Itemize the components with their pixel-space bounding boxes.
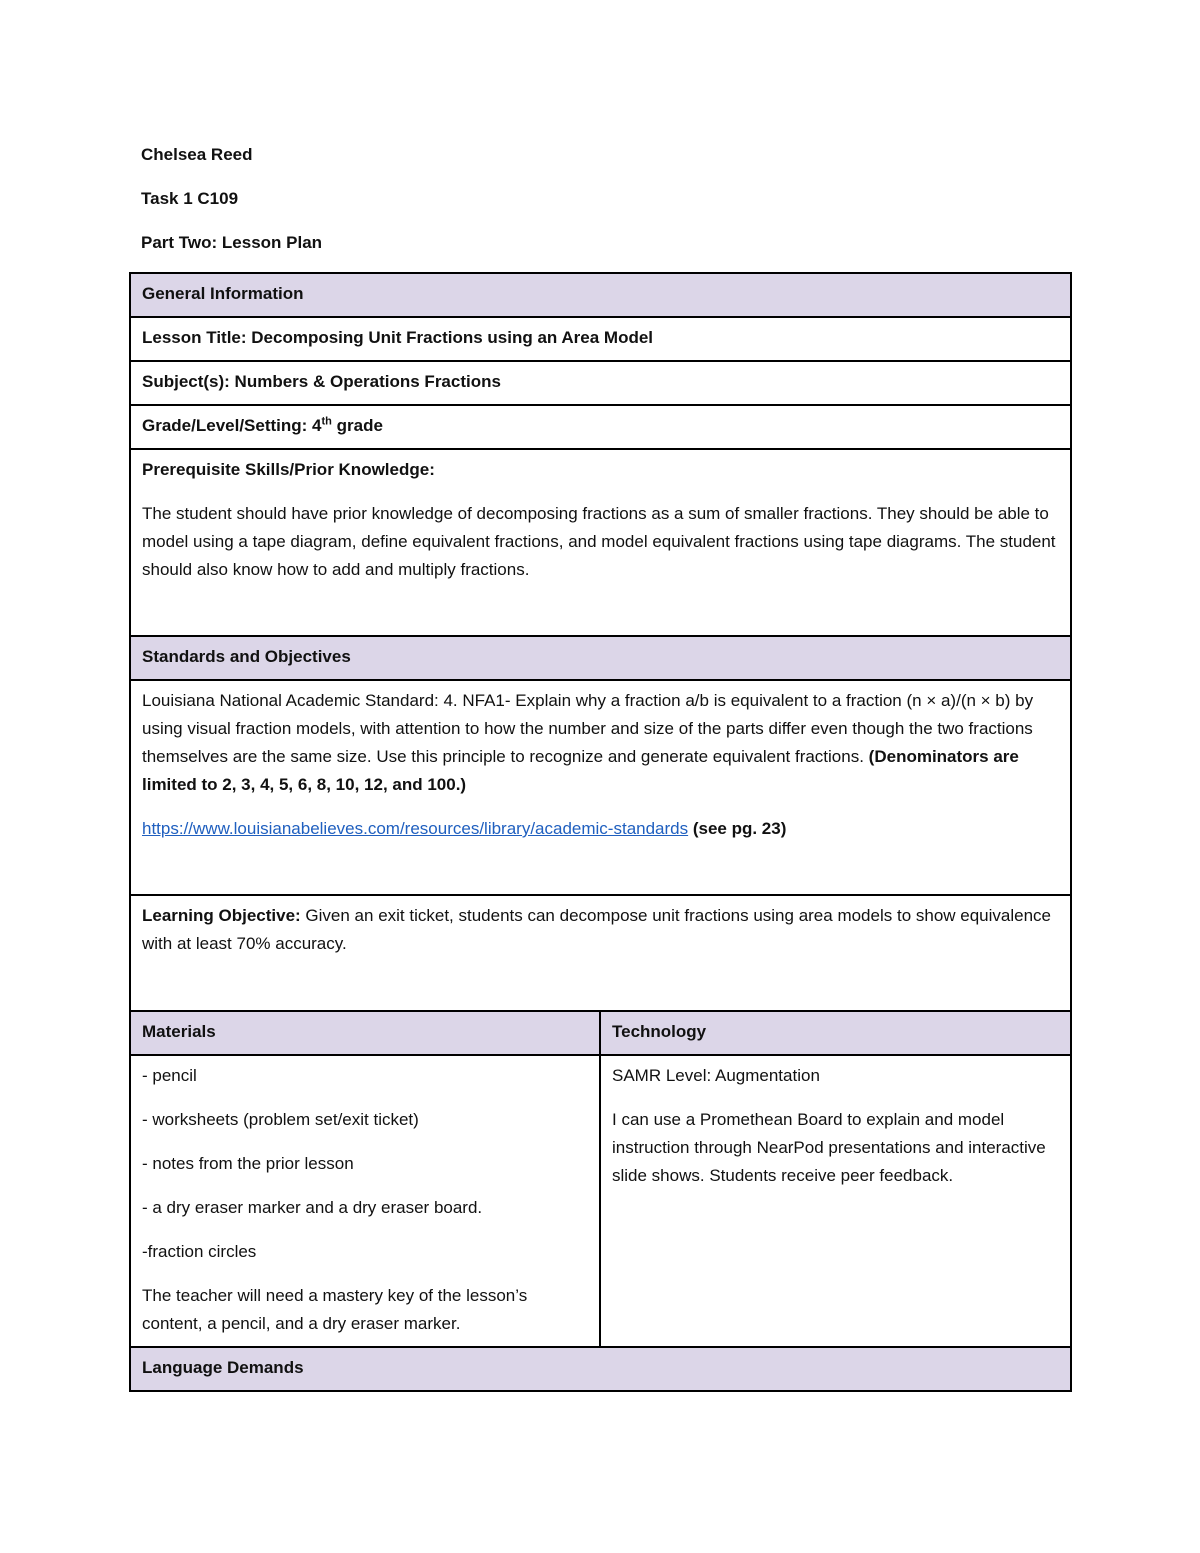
samr-level: SAMR Level: Augmentation	[612, 1066, 820, 1085]
technology-cell	[600, 1055, 1071, 1347]
learning-objective-cell	[130, 895, 1071, 1011]
standard-link-line	[142, 815, 1059, 843]
learning-objective	[142, 902, 1059, 958]
grade-suffix: grade	[331, 416, 383, 435]
learning-objective-text: Given an exit ticket, students can decompose unit fractions using area models to show equivalence with at least 70% accuracy.	[142, 906, 1052, 953]
materials-cell	[130, 1055, 600, 1347]
standard-text: Louisiana National Academic Standard: 4. NFA1- Explain why a fraction a/b is equivalent to a fraction (n × a)/(n × b) by using visual fraction models, with attention to how the number and size of the parts differ even though the two fractions themselves are the same size. Use this principle to recognize and generate equivalent fractions.	[142, 691, 1034, 766]
grade-prefix: Grade/Level/Setting: 4	[142, 416, 322, 435]
standards-objectives-heading: Standards and Objectives	[130, 636, 1071, 680]
prerequisite-text: The student should have prior knowledge of decomposing fractions as a sum of smaller fractions. They should be able to model using a tape diagram, define equivalent fractions, and model equivalent fractions using tape diagrams. The student should also know how to add and multiply fractions.	[142, 504, 1056, 579]
standard-denominators-note: (Denominators are limited to 2, 3, 4, 5, 6, 8, 10, 12, and 100.)	[142, 747, 1019, 794]
standards-cell	[130, 680, 1071, 895]
materials-item: - worksheets (problem set/exit ticket)	[142, 1110, 419, 1129]
materials-item: - notes from the prior lesson	[142, 1154, 354, 1173]
author-name: Chelsea Reed	[141, 145, 253, 164]
subjects: Subject(s): Numbers & Operations Fractions	[130, 361, 1071, 405]
standards-link-suffix: (see pg. 23)	[688, 819, 787, 838]
lesson-title: Lesson Title: Decomposing Unit Fractions using an Area Model	[130, 317, 1071, 361]
lesson-plan-table	[129, 272, 1072, 1392]
part-label: Part Two: Lesson Plan	[141, 233, 323, 252]
technology-heading: Technology	[600, 1011, 1071, 1055]
materials-heading: Materials	[130, 1011, 600, 1055]
prerequisite-label: Prerequisite Skills/Prior Knowledge:	[142, 460, 435, 479]
teacher-materials-note: The teacher will need a mastery key of the lesson’s content, a pencil, and a dry eraser marker.	[142, 1286, 528, 1333]
prerequisite-cell	[130, 449, 1071, 636]
task-label: Task 1 C109	[141, 189, 239, 208]
grade-level-setting	[130, 405, 1071, 449]
standard-paragraph	[142, 687, 1059, 799]
language-demands-heading: Language Demands	[130, 1347, 1071, 1391]
general-information-heading: General Information	[130, 273, 1071, 317]
materials-item: - pencil	[142, 1066, 197, 1085]
materials-item: -fraction circles	[142, 1242, 257, 1261]
grade-superscript: th	[321, 415, 332, 428]
technology-description: I can use a Promethean Board to explain and model instruction through NearPod presentations and interactive slide shows. Students receive peer feedback.	[612, 1110, 1046, 1185]
materials-item: - a dry eraser marker and a dry eraser board.	[142, 1198, 483, 1217]
learning-objective-label: Learning Objective:	[142, 906, 301, 925]
standards-link[interactable]: https://www.louisianabelieves.com/resources/library/academic-standards	[142, 819, 689, 838]
